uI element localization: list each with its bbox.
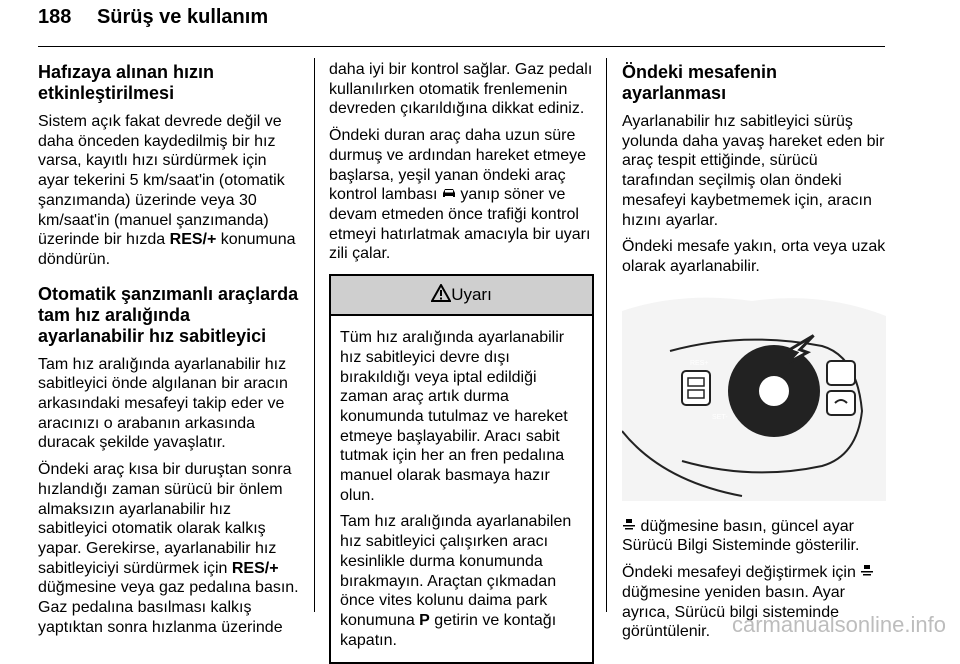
set-minus-label: SET- [712, 413, 728, 421]
car-front-icon [442, 185, 456, 205]
page-number: 188 [38, 6, 72, 28]
column-divider [606, 58, 607, 612]
watermark: carmanualsonline.info [731, 612, 946, 637]
column-divider [314, 58, 315, 612]
warning-paragraph: Tüm hız aralığında ayarlanabilir hız sabitleyici devre dışı bırakıldığı veya iptal edildiği zaman araç artık durma konumunda tutulmaz ve hareket etmeye başlayabilir. Aracı sabit tutmak için her an fren pedalına manuel olarak basmaya hazır olun. [340, 329, 568, 504]
warning-body [331, 316, 592, 662]
res-plus-label: RES+ [690, 359, 709, 367]
park-label: P [419, 611, 430, 629]
paragraph: Tam hız aralığında ayarlanabilir hız sabitleyici önde algılanan bir aracın arkasındaki mesafeyi takip eder ve aracınızı o arabanın arkasında duracak şekilde yavaşlatır. [38, 355, 288, 452]
paragraph: Öndeki araç kısa bir duruştan sonra hızlandığı zaman sürücü bir önlem almaksızın ayarlanabilir hız sabitleyici otomatik olarak kalkış yapar. Gerekirse, ayarlanabilir hız sabitleyiciyi sürdürmek için RES/+ düğmesine veya gaz pedalına basın. Gaz pedalına basılması kalkış yaptıktan sonra hızlanma üzerinde [38, 461, 299, 636]
page-title: Sürüş ve kullanım [96, 6, 269, 28]
section-heading-full-range: Otomatik şanzımanlı araçlarda tam hız aralığında ayarlanabilir hız sabitleyici [38, 283, 299, 346]
page-header [38, 6, 268, 29]
paragraph: Sistem açık fakat devrede değil ve daha önceden kaydedilmiş bir hız varsa, kayıtlı hızı sürdürmek için ayar tekerini 5 km/saat'in (otomatik şanzımanda) üzerinde veya 30 km/saat'in (manuel şanzımanda) üzerinde bir hızda RES/+ konumuna döndürün. [38, 113, 296, 268]
res-label: RES/+ [169, 231, 217, 249]
paragraph: Öndeki mesafeyi değiştirmek için düğmesine yeniden basın. Ayar ayrıca, Sürücü bilgi sisteminde görüntülenir. [622, 563, 886, 642]
steering-wheel-illustration [622, 291, 886, 501]
column-2 [329, 60, 594, 664]
paragraph: daha iyi bir kontrol sağlar. Gaz pedalı kullanılırken otomatik frenlemenin devreden çıkarıldığına dikkat ediniz. [329, 61, 593, 118]
paragraph: düğmesine basın, güncel ayar Sürücü Bilgi Sisteminde gösterilir. [622, 517, 860, 555]
warning-triangle-icon [431, 284, 451, 307]
distance-icon [622, 517, 636, 537]
res-label: RES/+ [231, 559, 279, 577]
warning-box [329, 274, 594, 664]
paragraph: Öndeki mesafe yakın, orta veya uzak olarak ayarlanabilir. [622, 238, 886, 275]
warning-paragraph: Tam hız aralığında ayarlanabilen hız sabitleyici çalışırken aracı kesinlikle durma konumunda bırakmayın. Araçtan çıkmadan önce vites kolunu daima park konumuna P getirin ve kontağı kapatın. [340, 513, 572, 649]
distance-icon [860, 563, 874, 583]
warning-header [331, 276, 592, 316]
paragraph: Ayarlanabilir hız sabitleyici sürüş yolunda daha yavaş hareket eden bir araç tespit ettiğinde, sürücü tarafından seçilmiş olan öndeki mesafeyi kaybetmemek için, aracın hızını ayarlar. [622, 113, 885, 229]
paragraph: Öndeki duran araç daha uzun süre durmuş ve ardından hareket etmeye başlarsa, yeşil yanan öndeki araç kontrol lambası yanıp söner ve devam etmeden önce trafiği kontrol etmeyi hatırlatmak amacıyla bir uyarı zili çalar. [329, 127, 591, 263]
header-rule [38, 46, 885, 47]
section-heading-distance: Öndeki mesafenin ayarlanması [622, 62, 778, 103]
warning-title: Uyarı [451, 285, 492, 305]
column-1 [38, 62, 300, 644]
section-heading-memory-speed: Hafızaya alınan hızın etkinleştirilmesi [38, 62, 215, 103]
column-3 [622, 62, 886, 649]
